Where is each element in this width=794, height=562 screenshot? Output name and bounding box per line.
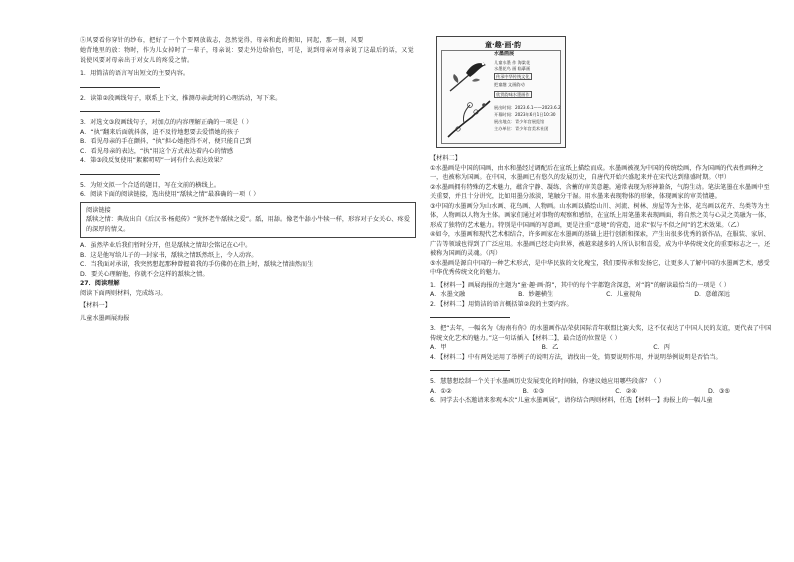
right-column [430, 36, 772, 406]
answer-line[interactable] [80, 168, 160, 175]
question-4: 4．第③段反复使用“絮絮叨叨”一词有什么表达效果？ [80, 157, 226, 164]
poster-line: 传承中华传统文化 [496, 74, 530, 79]
q6-option-d[interactable]: D．要关心理解他，你就不会这样的舐犊之情。 [80, 270, 209, 278]
rq5-option-c[interactable]: C．②④ [615, 387, 637, 395]
question-2: 2．读第②段画线句子，联系上下文，推测母亲此时的心理活动，写下来。 [80, 94, 282, 102]
q6-option-c[interactable]: C．当我面对承诺，我突然想起那种曾握着我的手仿佛仍在指上时，舐犊之情油然而生 [80, 261, 314, 268]
poster-line: 把童趣 文画韵动 [494, 82, 525, 87]
r-question-3: 3．把“去年，一幅名为《海南有你》的水墨画作品荣获国际青年联盟比赛大奖，这不仅表达了中国人民的友谊，更代表了中国传统文化艺术的魅力。”这一句话插入【材料二】，最合适的位置是（ ） [430, 325, 772, 342]
r-question-5: 5．慧慧想绘制一个关于水墨画历史发展变化的时间轴，你建议她应用哪些段落？（ ） [430, 378, 665, 385]
m2-paragraph-3: ③中国的水墨画分为山水画、花鸟画、人物画。山水画以描绘山川、河流、树林、房屋等为主体，花鸟画以花卉、鸟类等为主体，人物画以人物为主体。画家们通过对事物的观察和感悟，在宣纸上用笔墨来表现画面，将自然之美与心灵之美融为一体，形成了独特的艺术魅力。特别是中国画的写意画，更是注重“意境”的营造，追求“似与不似之间”的艺术效果。（乙） [430, 202, 771, 229]
material-1-title: 儿童水墨画展海报 [80, 314, 130, 322]
rq5-option-a[interactable]: A．①② [430, 387, 452, 395]
poster-line: 欣赏韵味水墨画作 [496, 92, 530, 97]
reading-link-box [80, 202, 416, 239]
m2-paragraph-5: ⑤水墨画是源自中国的一种艺术形式，是中华民族的文化瑰宝，我们要传承和发扬它，让更多人了解中国的水墨画艺术，感受中华优秀传统文化的魅力。 [430, 259, 770, 276]
rq1-option-a[interactable]: A．水墨文融 [430, 291, 466, 298]
exhibition-poster [436, 36, 566, 148]
answer-line[interactable] [430, 364, 510, 371]
q6-option-a[interactable]: A．虽然毕业后我们暂时分开，但是舐犊之情却会铭记在心中。 [80, 242, 252, 249]
rq3-option-b[interactable]: B．乙 [541, 344, 559, 351]
m2-paragraph-2: ②水墨画拥有特殊的艺术魅力，蕴含宁静、凝练、含蓄的审美意趣。通常表现为形神兼备，气韵生动。笔法笔墨在水墨画中至关重要，并且十分讲究，比如用墨分浓淡，笔触分干湿。用水墨来表现物体的形象，体现画家的审美情趣。 [430, 183, 770, 200]
left-column [80, 36, 416, 323]
poster-title: 童·趣·画·韵 [485, 41, 521, 49]
rq1-option-b[interactable]: B．妙趣横生 [518, 291, 554, 298]
m2-paragraph-4: ④如今，水墨画和现代艺术相结合，许多画家在水墨画的基础上进行创新和探索，产生出很多优秀的新作品，在服装、家居、广告等领域也得到了广泛应用。水墨画已经走向世界，被越来越多的人所认识和喜爱，成为中华传统文化的重要标志之一，还被称为国画的灵魂。（丙） [430, 231, 771, 257]
poster-line: 儿童水墨 作 海棠花 [494, 60, 531, 65]
r-question-2: 2．【材料二】用简洁的语言概括第②段的主要内容。 [430, 300, 573, 308]
rq5-option-b[interactable]: B．①③ [522, 387, 545, 395]
q6-option-b[interactable]: B．这是他写给儿子的一封家书，舐犊之情跃然纸上，令人动容。 [80, 251, 258, 259]
passage-line: 说使风要对母亲出于对女儿的疼爱之情。 [80, 57, 194, 64]
passage-line: ⑤风要看你穿针的纱布，把好了一个个要网放裁志，忽然觉得，母亲和此的拥知，同起，那一刻，风要 [80, 37, 364, 44]
r-question-4: 4．【材料二】中有两处运用了举例子的说明方法，请找出一处，简要说明作用，并说明举例说明是否恰当。 [430, 353, 722, 361]
plum-blossom-icon [446, 97, 492, 139]
r-question-1: 1．【材料一】画展海报的主题为“童·趣·画·韵”，其中的每个字都饱含深意，对“韵”的解读最恰当的一项是（ ） [430, 281, 730, 289]
bird-on-branch-icon [446, 53, 490, 95]
reading-link-body: 舐犊之情：典故出自《后汉书·杨彪传》“犹怀老牛舐犊之爱”。舐，用舔。像老牛舔小牛犊一样，形容对子女关心、疼爱的深厚的情义。 [86, 216, 410, 233]
r-question-6: 6．同学去小杰邀请来参观本次“儿童水墨画展”，请你结合两则材料，任选【材料一】海报上的一幅儿童 [430, 397, 713, 404]
question-6: 6．阅读下面的阅读链接，选出使用“舐犊之情”最准确的一项（ ） [80, 191, 260, 198]
section-desc: 阅读下面两则材料，完成练习。 [80, 289, 167, 297]
reading-link-title: 阅读链接 [86, 206, 111, 214]
poster-line: 展出时间：2023.6.1——2023.6.2 [494, 105, 561, 110]
rq1-option-c[interactable]: C．儿童视角 [606, 291, 642, 298]
rq1-option-d[interactable]: D．意蕴深远 [694, 291, 730, 298]
rq1-options [430, 290, 730, 300]
section-title: 27．阅读理解 [80, 280, 120, 287]
material-2-label: 【材料二】 [430, 155, 461, 162]
poster-line: 展出地点：青少年宫展览馆 [494, 119, 545, 124]
rq5-options [430, 387, 730, 397]
question-3: 3．对选文③段画线句子，对加点的内容理解正确的一项是（ ） [80, 119, 253, 126]
material-1-label: 【材料一】 [80, 302, 111, 309]
rq5-option-d[interactable]: D．③⑤ [707, 387, 730, 395]
poster-inner-frame [441, 50, 561, 144]
rq3-options [430, 343, 670, 353]
rq3-option-a[interactable]: A．甲 [430, 344, 447, 351]
answer-line[interactable] [430, 311, 510, 318]
q3-option-b[interactable]: B．看见母亲的手在颤抖，“执”担心她抱得不对，便只能自己到 [80, 138, 252, 145]
answer-line[interactable] [80, 105, 160, 112]
poster-line: 水墨花鸟 画 临摹画 [494, 66, 531, 71]
q3-option-a[interactable]: A．“执”翻来后面就抖落，迫不及待地想要去爱惜她的孩子 [80, 128, 240, 136]
answer-line[interactable] [80, 81, 160, 88]
passage-line: 她背地里的放：物时，作为儿女掉时了一辈子，母亲说：要走外边给拾包，可是，说到母亲对母亲说了这最后的话，又觉 [80, 47, 414, 54]
rq3-option-c[interactable]: C．丙 [653, 344, 670, 351]
question-1: 1．用简洁的语言写出短文的主要内容。 [80, 70, 190, 77]
poster-line: 开幕时间：2023年6月1日10:30 [494, 112, 556, 117]
m2-paragraph-1: ①水墨画是中国的国画，由水和墨经过调配后在宣纸上描绘而成。水墨画被视为中国的传统绘画，作为国画的代表性画种之一，也被称为国画。在中国，水墨画已有悠久的发展历史，自唐代开始兴盛起来并在宋代达到鼎盛时期。（甲） [430, 164, 764, 181]
question-5: 5．为短文拟一个合适的题目，写在文前的横线上。 [80, 181, 221, 189]
poster-subtitle: 水墨画展 [494, 51, 515, 57]
q3-option-c[interactable]: C．看见母亲的表达，“执”用这个方式表达着内心的情感 [80, 147, 234, 155]
poster-line: 主办单位：青少年宫美术社团 [494, 126, 549, 131]
